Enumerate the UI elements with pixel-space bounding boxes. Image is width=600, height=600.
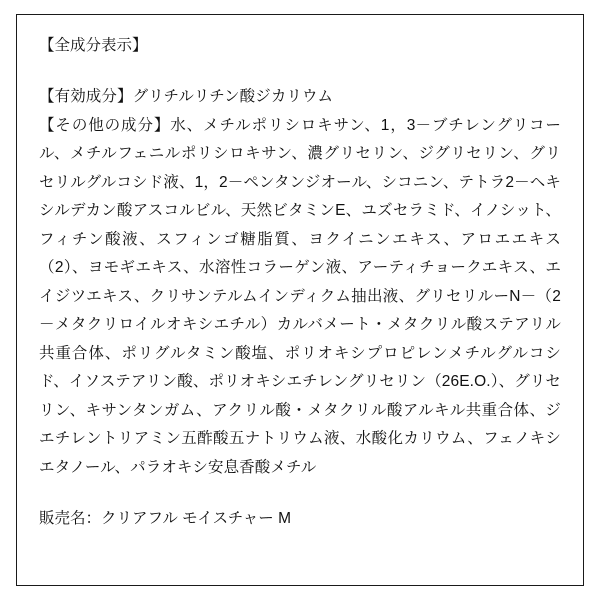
label-heading: 【全成分表示】 [39,37,148,54]
active-ingredients-paragraph: 【有効成分】グリチルリチン酸ジカリウム [39,88,334,105]
ingredient-label-box [16,14,584,586]
other-ingredients-paragraph: 【その他の成分】水、メチルポリシロキサン、1，3－ブチレングリコール、メチルフェニルポリシロキサン、濃グリセリン、ジグリセリン、グリセリルグルコシド液、1，2－ペンタンジオール、シコニン、テトラ2－ヘキシルデカン酸アスコルビル、天然ビタミンE、ユズセラミド、イノシット、フィチン酸液、スフィンゴ糖脂質、ヨクイニンエキス、アロエエキス（2）、ヨモギエキス、水溶性コラーゲン液、アーティチョークエキス、エイジツエキス、クリサンテルムインディクム抽出液、グリセリルーN－（2－メタクリロイルオキシエチル）カルバメート・メタクリル酸ステアリル共重合体、ポリグルタミン酸塩、ポリオキシプロピレンメチルグルコシド、イソステアリン酸、ポリオキシエチレングリセリン（26E.O.）、グリセリン、キサンタンガム、アクリル酸・メタクリル酸アルキル共重合体、ジエチレントリアミン五酢酸五ナトリウム液、水酸化カリウム、フェノキシエタノール、パラオキシ安息香酸メチル [39,116,561,476]
product-name-line: 販売名：クリアフル モイスチャー M [39,510,292,527]
